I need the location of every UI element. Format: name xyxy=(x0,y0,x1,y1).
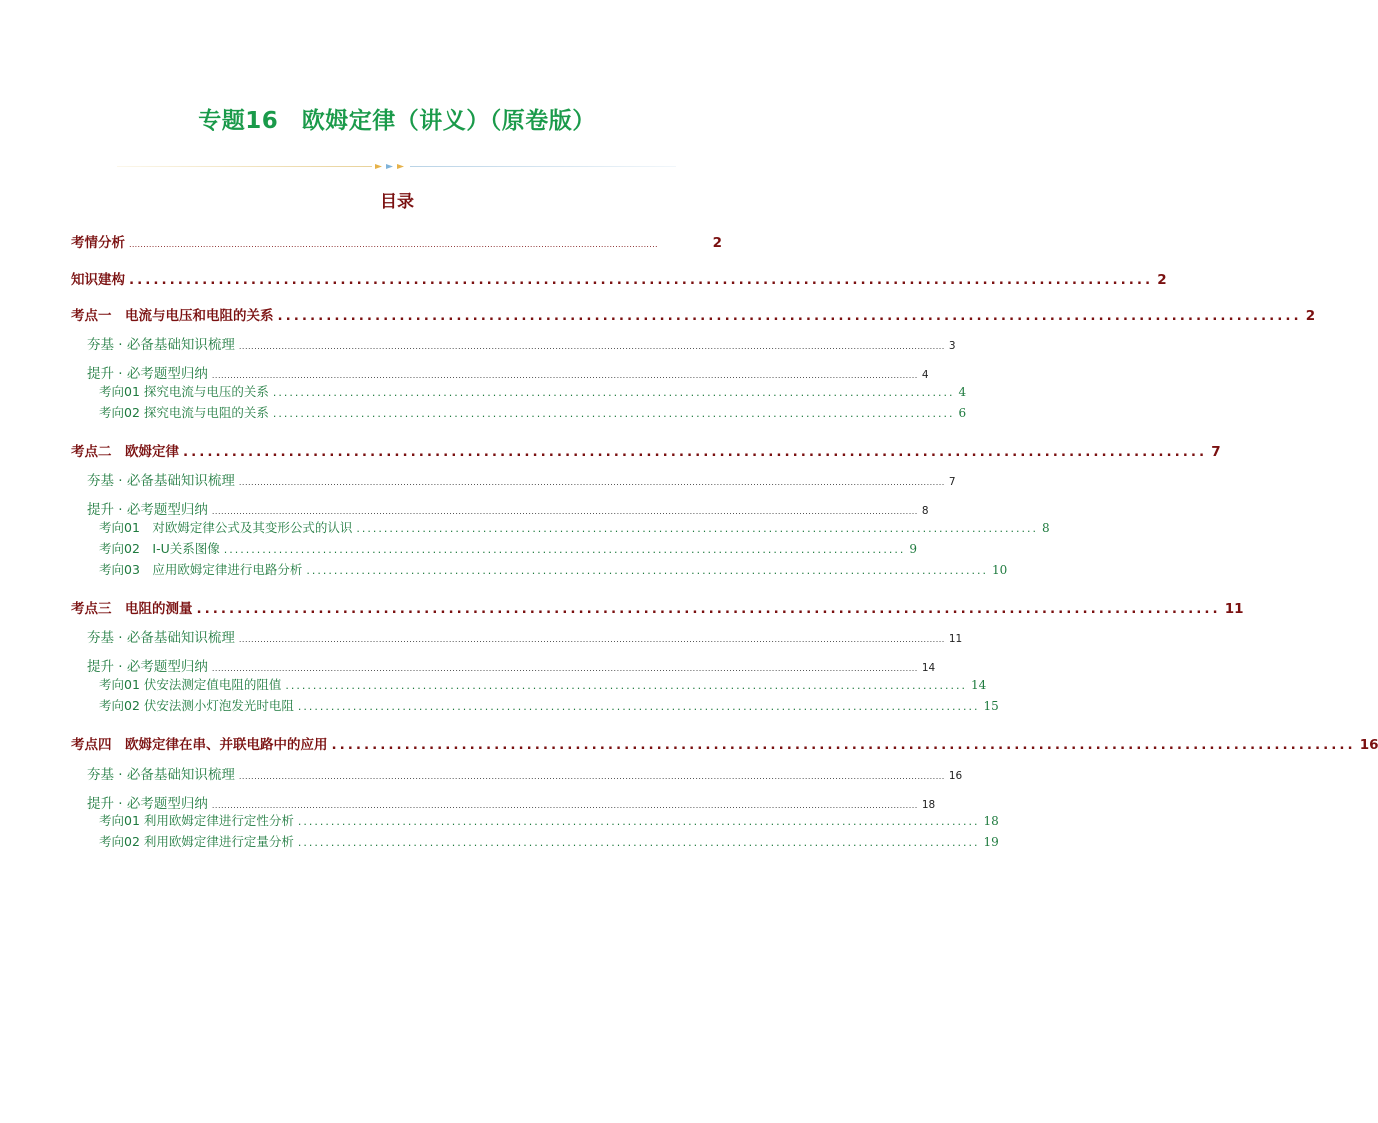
toc-entry-label: 考向02 伏安法测小灯泡发光时电阻 xyxy=(99,698,294,713)
title-divider-left xyxy=(117,166,372,167)
toc-leader: ............................................................................................................................ xyxy=(306,564,988,577)
toc-entry-page: 2 xyxy=(1305,308,1316,324)
toc-entry-label: 夯基 · 必备基础知识梳理 xyxy=(87,473,235,489)
toc-entry[interactable] xyxy=(71,304,1316,324)
toc-entry-page: 11 xyxy=(1224,601,1244,617)
toc-entry[interactable] xyxy=(71,440,1221,460)
toc-entry-label: 考点三 电阻的测量 xyxy=(71,601,193,617)
toc-entry-label: 考点一 电流与电压和电阻的关系 xyxy=(71,308,274,324)
toc-entry[interactable] xyxy=(99,518,1050,536)
toc-entry[interactable] xyxy=(87,655,936,675)
toc-entry-page: 6 xyxy=(958,406,967,420)
toc-leader: ........................................................................................................................................................................................................................................ xyxy=(238,478,945,487)
toc-entry-page: 3 xyxy=(948,340,956,352)
toc-leader: .......................................................................................................................................................................................... xyxy=(129,240,658,249)
toc-entry-page: 16 xyxy=(948,770,963,782)
toc-entry-label: 提升 · 必考题型归纳 xyxy=(87,796,208,812)
toc-leader: ............................................................................................................................ xyxy=(285,679,967,692)
toc-leader: ........................................................................................................................................................................................................................................ xyxy=(211,507,918,516)
toc-entry-label: 考点四 欧姆定律在串、并联电路中的应用 xyxy=(71,737,328,753)
toc-entry-page: 4 xyxy=(958,385,967,399)
toc-leader: ........................................................................................................................................................................................................................................ xyxy=(238,342,945,351)
toc-leader: ........................................................................................................................................................................................................................................ xyxy=(238,635,945,644)
toc-entry[interactable] xyxy=(99,403,967,421)
toc-leader: ............................................................................................................................ xyxy=(297,700,980,713)
toc-entry-label: 考向02 利用欧姆定律进行定量分析 xyxy=(99,834,294,849)
toc-entry-page: 8 xyxy=(921,505,929,517)
toc-entry[interactable] xyxy=(99,696,999,714)
title-divider-right xyxy=(410,166,676,167)
toc-entry[interactable] xyxy=(99,675,987,693)
toc-leader: ........................................................................................................................................................................................................................................ xyxy=(211,371,918,380)
toc-entry-label: 夯基 · 必备基础知识梳理 xyxy=(87,337,235,353)
document-title: 专题16 欧姆定律（讲义）（原卷版） xyxy=(198,108,596,134)
toc-entry-page: 14 xyxy=(921,662,936,674)
toc-entry-label: 考向03 应用欧姆定律进行电路分析 xyxy=(99,562,303,577)
toc-entry-label: 考情分析 xyxy=(71,235,125,251)
toc-leader: ............................................................................................................................ xyxy=(297,836,980,849)
toc-entry-label: 考向01 对欧姆定律公式及其变形公式的认识 xyxy=(99,520,353,535)
toc-entry-label: 提升 · 必考题型归纳 xyxy=(87,366,208,382)
toc-entry[interactable] xyxy=(99,832,999,850)
toc-entry-label: 考向01 伏安法测定值电阻的阻值 xyxy=(99,677,282,692)
toc-entry-page: 14 xyxy=(970,678,987,692)
toc-leader: ........................................................................................................................................................................................................................................ xyxy=(211,664,918,673)
toc-entry[interactable] xyxy=(99,382,967,400)
toc-entry-page: 2 xyxy=(712,235,722,251)
toc-entry-page: 2 xyxy=(1157,272,1167,288)
toc-leader: ............................................................................................................................ xyxy=(297,815,980,828)
toc-entry[interactable] xyxy=(71,597,1244,617)
toc-entry-page: 11 xyxy=(948,633,963,645)
toc-leader: ............................................................................................................................ xyxy=(356,522,1038,535)
toc-entry-page: 7 xyxy=(1211,444,1221,460)
toc-leader: .............................................................................................................................. xyxy=(129,272,1154,288)
toc-entry-page: 15 xyxy=(983,699,999,713)
toc-entry[interactable] xyxy=(99,539,917,557)
toc-entry-page: 8 xyxy=(1042,521,1050,535)
toc-entry-label: 考向01 探究电流与电压的关系 xyxy=(99,384,269,399)
toc-entry[interactable] xyxy=(87,498,929,518)
toc-entry-label: 考向01 利用欧姆定律进行定性分析 xyxy=(99,813,294,828)
toc-entry-page: 18 xyxy=(921,799,936,811)
toc-leader: ........................................................................................................................................................................................................................................ xyxy=(211,801,918,810)
toc-entry[interactable] xyxy=(87,763,963,783)
toc-leader: .............................................................................................................................. xyxy=(277,308,1302,324)
toc-entry[interactable] xyxy=(87,362,929,382)
toc-leader: ............................................................................................................................ xyxy=(272,407,955,420)
toc-leader: ............................................................................................................................ xyxy=(272,386,955,399)
toc-leader: .............................................................................................................................. xyxy=(331,737,1356,753)
toc-leader: .............................................................................................................................. xyxy=(183,444,1208,460)
toc-entry-label: 提升 · 必考题型归纳 xyxy=(87,502,208,518)
toc-entry[interactable] xyxy=(71,733,1378,753)
toc-entry[interactable] xyxy=(71,231,722,251)
toc-heading: 目录 xyxy=(380,192,414,212)
toc-entry-label: 考点二 欧姆定律 xyxy=(71,444,179,460)
toc-entry-page: 4 xyxy=(921,369,929,381)
toc-entry-page: 7 xyxy=(948,476,956,488)
toc-entry-label: 知识建构 xyxy=(71,272,125,288)
toc-leader: ............................................................................................................................ xyxy=(223,543,906,556)
toc-entry-label: 夯基 · 必备基础知识梳理 xyxy=(87,630,235,646)
toc-entry[interactable] xyxy=(87,792,936,812)
divider-ornament-icon xyxy=(373,162,409,171)
toc-entry-label: 考向02 探究电流与电阻的关系 xyxy=(99,405,269,420)
toc-entry-label: 考向02 I-U关系图像 xyxy=(99,541,220,556)
toc-entry-label: 夯基 · 必备基础知识梳理 xyxy=(87,767,235,783)
toc-entry[interactable] xyxy=(99,560,1008,578)
toc-entry-page: 19 xyxy=(983,835,999,849)
toc-entry-label: 提升 · 必考题型归纳 xyxy=(87,659,208,675)
toc-entry[interactable] xyxy=(99,811,999,829)
toc-entry-page: 10 xyxy=(992,563,1008,577)
toc-entry-page: 9 xyxy=(909,542,917,556)
toc-entry[interactable] xyxy=(87,626,963,646)
toc-leader: ........................................................................................................................................................................................................................................ xyxy=(238,772,945,781)
toc-entry-page: 16 xyxy=(1359,737,1378,753)
toc-entry[interactable] xyxy=(87,469,956,489)
toc-leader: .............................................................................................................................. xyxy=(196,601,1221,617)
toc-entry[interactable] xyxy=(71,268,1167,288)
toc-entry[interactable] xyxy=(87,333,956,353)
toc-entry-page: 18 xyxy=(983,814,999,828)
